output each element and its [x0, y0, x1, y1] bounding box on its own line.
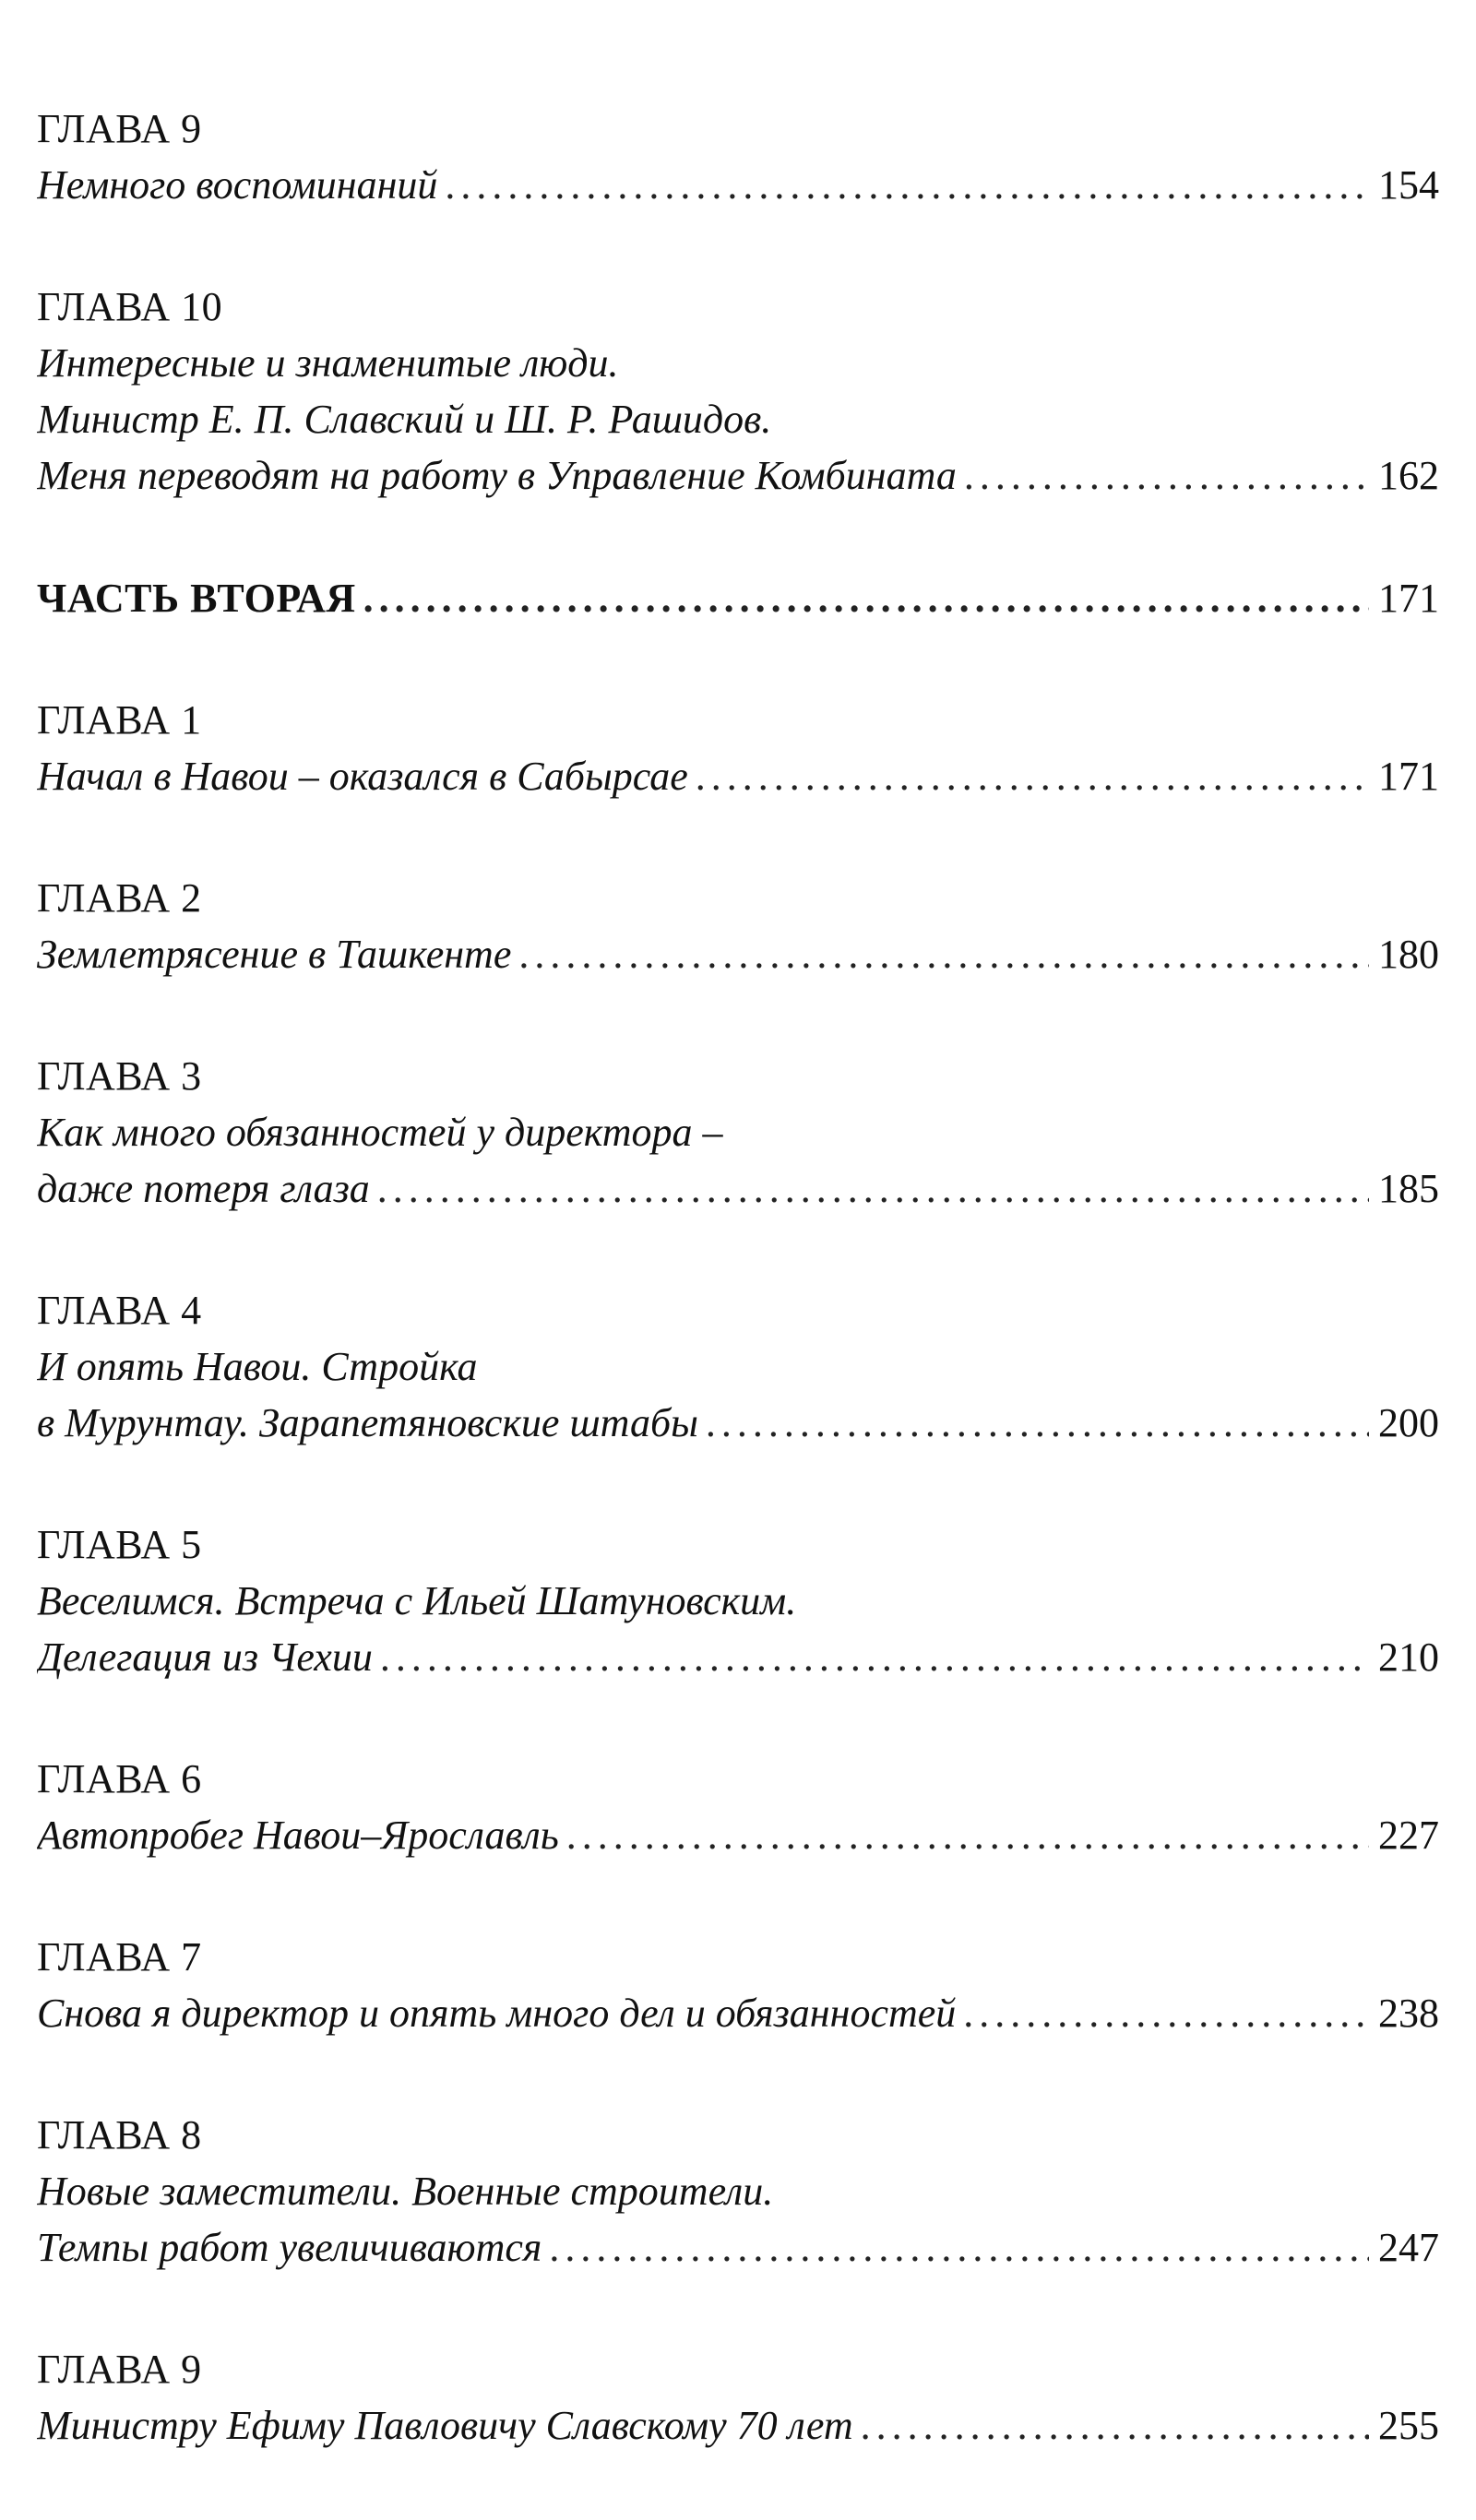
chapter-heading: ГЛАВА 9 — [37, 2347, 202, 2392]
leader-dots — [964, 447, 1369, 504]
chapter-title: даже потеря глаза — [37, 1166, 370, 1211]
chapter-heading: ГЛАВА 1 — [37, 697, 202, 743]
chapter-title-line: Веселимся. Встреча с Ильей Шатуновским. — [37, 1578, 797, 1623]
table-of-contents — [37, 101, 1439, 2520]
toc-line[interactable] — [37, 1807, 1439, 1863]
chapter-heading: ГЛАВА 9 — [37, 106, 202, 151]
page-number: 162 — [1378, 453, 1439, 498]
toc-entry — [37, 1752, 1439, 1863]
leader-dots — [963, 1985, 1369, 2041]
toc-entry — [37, 1930, 1439, 2041]
toc-entry — [37, 2108, 1439, 2276]
chapter-title: Меня переводят на работу в Управление Комбината — [37, 453, 957, 498]
toc-entry — [37, 1517, 1439, 1685]
chapter-title: Делегация из Чехии — [37, 1634, 373, 1680]
chapter-title: Землетрясение в Ташкенте — [37, 932, 512, 977]
chapter-title: Начал в Навои – оказался в Сабырсае — [37, 754, 688, 799]
chapter-heading: ГЛАВА 4 — [37, 1288, 202, 1333]
leader-dots — [380, 1629, 1369, 1685]
page-number: 255 — [1378, 2403, 1439, 2448]
leader-dots — [696, 748, 1369, 804]
page-number: 200 — [1378, 1400, 1439, 1445]
leader-dots — [363, 570, 1369, 626]
toc-line[interactable] — [37, 157, 1439, 213]
toc-line[interactable] — [37, 1160, 1439, 1217]
part-heading[interactable] — [37, 570, 1439, 626]
chapter-heading: ГЛАВА 2 — [37, 875, 202, 921]
chapter-title: в Мурунтау. Зарапетяновские штабы — [37, 1400, 698, 1445]
toc-entry — [37, 871, 1439, 982]
page-number: 238 — [1378, 1991, 1439, 2036]
chapter-title: Автопробег Навои–Ярославль — [37, 1813, 559, 1858]
toc-entry — [37, 693, 1439, 804]
chapter-heading: ГЛАВА 7 — [37, 1934, 202, 1979]
page-number: 180 — [1378, 932, 1439, 977]
leader-dots — [706, 1395, 1369, 1451]
chapter-title-line: И опять Навои. Стройка — [37, 1344, 478, 1389]
leader-dots — [445, 157, 1369, 213]
page-number: 171 — [1378, 754, 1439, 799]
chapter-heading: ГЛАВА 5 — [37, 1522, 202, 1567]
toc-entry — [37, 1283, 1439, 1451]
chapter-heading: ГЛАВА 3 — [37, 1053, 202, 1099]
leader-dots — [566, 1807, 1369, 1863]
toc-line[interactable] — [37, 748, 1439, 804]
toc-line[interactable] — [37, 1629, 1439, 1685]
leader-dots — [377, 1160, 1369, 1217]
chapter-title: Немного воспоминаний — [37, 162, 438, 208]
toc-line[interactable] — [37, 926, 1439, 982]
chapter-title-line: Интересные и знаменитые люди. — [37, 340, 619, 386]
toc-entry — [37, 101, 1439, 213]
part-title: ЧАСТЬ ВТОРАЯ — [37, 576, 356, 621]
chapter-heading: ГЛАВА 6 — [37, 1756, 202, 1801]
page-number: 185 — [1378, 1166, 1439, 1211]
page-number: 171 — [1378, 576, 1439, 621]
leader-dots — [518, 926, 1369, 982]
leader-dots — [861, 2397, 1369, 2454]
chapter-title-line: Новые заместители. Военные строители. — [37, 2169, 774, 2214]
chapter-title-line: Министр Е. П. Славский и Ш. Р. Рашидов. — [37, 397, 772, 442]
chapter-title: Министру Ефиму Павловичу Славскому 70 лет — [37, 2403, 853, 2448]
chapter-title: Снова я директор и опять много дел и обязанностей — [37, 1991, 957, 2036]
page-number: 210 — [1378, 1634, 1439, 1680]
toc-entry — [37, 1049, 1439, 1217]
page-number: 227 — [1378, 1813, 1439, 1858]
toc-line[interactable] — [37, 2397, 1439, 2454]
toc-line[interactable] — [37, 1395, 1439, 1451]
chapter-heading: ГЛАВА 10 — [37, 284, 223, 329]
page-number: 247 — [1378, 2225, 1439, 2270]
toc-entry — [37, 2342, 1439, 2454]
page-number: 154 — [1378, 162, 1439, 208]
toc-line[interactable] — [37, 447, 1439, 504]
leader-dots — [549, 2219, 1369, 2276]
toc-line[interactable] — [37, 2219, 1439, 2276]
toc-line[interactable] — [37, 1985, 1439, 2041]
chapter-heading: ГЛАВА 8 — [37, 2112, 202, 2157]
toc-entry — [37, 279, 1439, 504]
chapter-title-line: Как много обязанностей у директора – — [37, 1110, 723, 1155]
chapter-title: Темпы работ увеличиваются — [37, 2225, 542, 2270]
